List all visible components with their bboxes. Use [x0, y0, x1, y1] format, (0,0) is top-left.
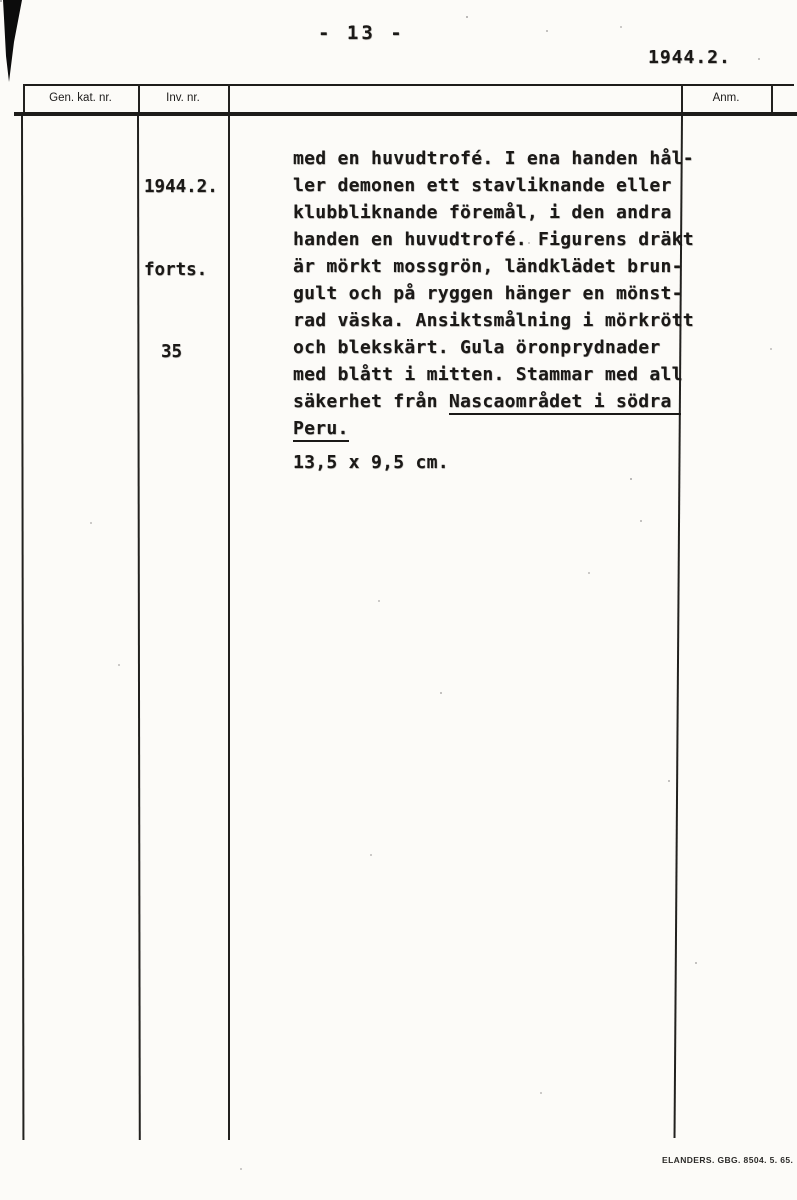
printer-mark: ELANDERS. GBG. 8504. 5. 65.: [662, 1155, 794, 1165]
description-line: är mörkt mossgrön, ländklädet brun-: [293, 256, 683, 277]
provenance-country-line: [293, 415, 703, 442]
inventory-continuation-label: forts.: [144, 259, 208, 280]
description-line: handen en huvudtrofé. Figurens dräkt: [293, 229, 694, 250]
table-border-header-right: [771, 84, 773, 112]
description-line: gult och på ryggen hänger en mönst-: [293, 283, 683, 304]
column-header-gen-kat-nr: Gen. kat. nr.: [49, 92, 112, 104]
collection-reference: 1944.2.: [648, 47, 731, 68]
provenance-country-underlined: Peru.: [293, 418, 349, 442]
page-number: - 13 -: [318, 22, 405, 44]
provenance-line: [293, 388, 703, 415]
description-line: och blekskärt. Gula öronprydnader: [293, 337, 661, 358]
inventory-item-number: 35: [161, 342, 183, 362]
table-border-body-left: [21, 116, 24, 1140]
scan-noise: [0, 0, 2, 2]
provenance-region-underlined: Nascaområdet i södra: [449, 391, 681, 415]
description-line: rad väska. Ansiktsmålning i mörkrött: [293, 310, 694, 331]
description-line: med en huvudtrofé. I ena handen hål-: [293, 148, 694, 169]
table-border-header-div2: [228, 84, 230, 112]
description-line: med blått i mitten. Stammar med all: [293, 364, 683, 385]
description-cell: [293, 145, 703, 476]
column-header-anm: Anm.: [712, 92, 740, 104]
description-line: klubbliknande föremål, i den andra: [293, 202, 672, 223]
table-border-body-div2: [228, 116, 230, 1140]
dimensions-line: 13,5 x 9,5 cm.: [293, 452, 449, 473]
column-header-inv-nr: Inv. nr.: [166, 92, 200, 104]
inventory-number-cell: [144, 119, 218, 422]
description-line: ler demonen ett stavliknande eller: [293, 175, 672, 196]
table-border-header-bottom: [14, 112, 797, 116]
inventory-collection-ref: 1944.2.: [144, 177, 218, 197]
scan-artifact-corner: [0, 0, 34, 94]
provenance-prefix: säkerhet från: [293, 391, 449, 412]
description-lines: [293, 145, 703, 388]
table-border-body-div1: [137, 116, 141, 1140]
